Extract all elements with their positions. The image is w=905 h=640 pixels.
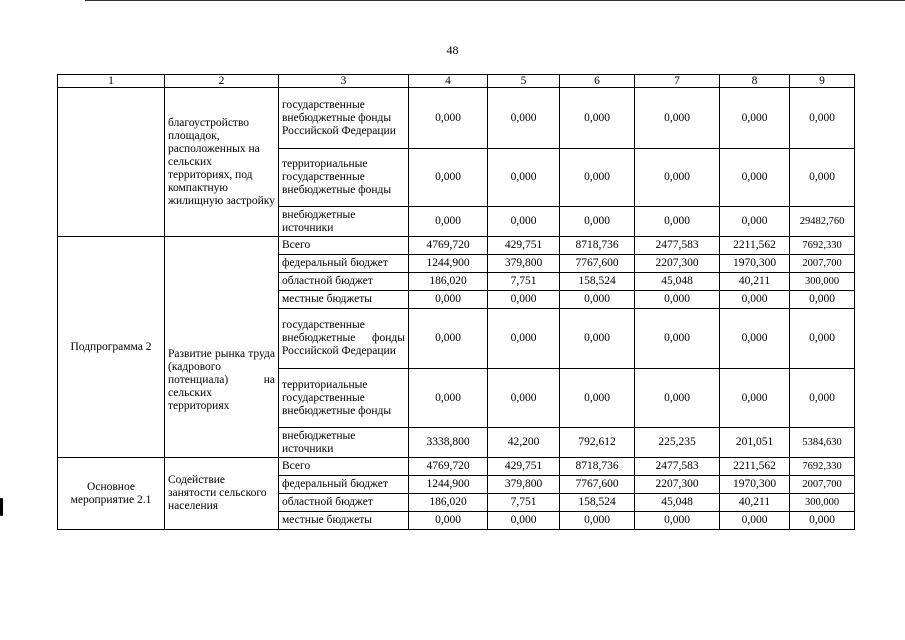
value-cell: 0,000 — [720, 207, 790, 237]
value-cell: 4769,720 — [409, 237, 488, 255]
value-cell: 0,000 — [560, 207, 635, 237]
funding-source: территориальные государственные внебюджетные фонды — [279, 149, 409, 207]
column-header: 8 — [720, 75, 790, 88]
funding-source: государственные внебюджетные фонды Российской Федерации — [279, 88, 409, 149]
table-row — [58, 237, 855, 255]
value-cell: 2007,700 — [790, 476, 855, 494]
value-cell: 7767,600 — [560, 476, 635, 494]
value-cell: 3338,800 — [409, 428, 488, 458]
value-cell: 186,020 — [409, 273, 488, 291]
value-cell: 0,000 — [488, 309, 560, 369]
column-header: 3 — [279, 75, 409, 88]
scan-edge-mark — [0, 498, 3, 516]
value-cell: 2477,583 — [635, 458, 720, 476]
value-cell: 7767,600 — [560, 255, 635, 273]
value-cell: 0,000 — [790, 309, 855, 369]
value-cell: 0,000 — [488, 291, 560, 309]
value-cell: 29482,760 — [790, 207, 855, 237]
value-cell: 0,000 — [635, 309, 720, 369]
value-cell: 0,000 — [409, 369, 488, 428]
table-row — [58, 88, 855, 149]
value-cell: 0,000 — [560, 309, 635, 369]
value-cell: 0,000 — [720, 369, 790, 428]
funding-source: федеральный бюджет — [279, 476, 409, 494]
value-cell: 5384,630 — [790, 428, 855, 458]
funding-source: Всего — [279, 237, 409, 255]
value-cell: 4769,720 — [409, 458, 488, 476]
value-cell: 0,000 — [560, 149, 635, 207]
value-cell: 8718,736 — [560, 458, 635, 476]
value-cell: 379,800 — [488, 476, 560, 494]
value-cell: 0,000 — [409, 149, 488, 207]
value-cell: 2211,562 — [720, 458, 790, 476]
funding-source: областной бюджет — [279, 273, 409, 291]
value-cell: 0,000 — [790, 291, 855, 309]
value-cell: 2477,583 — [635, 237, 720, 255]
value-cell: 40,211 — [720, 273, 790, 291]
value-cell: 0,000 — [488, 512, 560, 530]
value-cell: 0,000 — [409, 207, 488, 237]
funding-source: местные бюджеты — [279, 291, 409, 309]
value-cell: 0,000 — [488, 207, 560, 237]
value-cell: 429,751 — [488, 237, 560, 255]
value-cell: 201,051 — [720, 428, 790, 458]
value-cell: 2007,700 — [790, 255, 855, 273]
column-header: 6 — [560, 75, 635, 88]
funding-source: областной бюджет — [279, 494, 409, 512]
funding-source: федеральный бюджет — [279, 255, 409, 273]
value-cell: 0,000 — [720, 291, 790, 309]
funding-source: внебюджетные источники — [279, 428, 409, 458]
value-cell: 0,000 — [409, 88, 488, 149]
value-cell: 0,000 — [790, 149, 855, 207]
value-cell: 300,000 — [790, 273, 855, 291]
program-description-text: Развитие рынка труда (кадрового потенциала) на сельских территориях — [168, 347, 275, 412]
funding-source: территориальные государственные внебюджетные фонды — [279, 369, 409, 428]
budget-table — [57, 74, 855, 530]
value-cell: 8718,736 — [560, 237, 635, 255]
value-cell: 158,524 — [560, 494, 635, 512]
value-cell: 2207,300 — [635, 476, 720, 494]
value-cell: 300,000 — [790, 494, 855, 512]
program-cell-empty — [58, 88, 165, 237]
measure-description: благоустройство площадок, расположенных на сельских территориях, под компактную жилищную застройку — [165, 88, 279, 237]
program-name: Подпрограмма 2 — [58, 237, 165, 458]
column-header: 5 — [488, 75, 560, 88]
value-cell: 45,048 — [635, 273, 720, 291]
value-cell: 225,235 — [635, 428, 720, 458]
value-cell: 0,000 — [488, 369, 560, 428]
value-cell: 429,751 — [488, 458, 560, 476]
value-cell: 45,048 — [635, 494, 720, 512]
value-cell: 0,000 — [720, 309, 790, 369]
value-cell: 7,751 — [488, 273, 560, 291]
value-cell: 1970,300 — [720, 476, 790, 494]
value-cell: 0,000 — [790, 88, 855, 149]
table-header-row — [58, 75, 855, 88]
funding-source: внебюджетные источники — [279, 207, 409, 237]
top-rule — [85, 0, 905, 1]
value-cell: 0,000 — [635, 291, 720, 309]
value-cell: 7692,330 — [790, 458, 855, 476]
value-cell: 7692,330 — [790, 237, 855, 255]
value-cell: 379,800 — [488, 255, 560, 273]
value-cell: 0,000 — [409, 512, 488, 530]
funding-source: Всего — [279, 458, 409, 476]
value-cell: 1244,900 — [409, 476, 488, 494]
program-description — [165, 237, 279, 458]
column-header: 1 — [58, 75, 165, 88]
value-cell: 0,000 — [720, 512, 790, 530]
measure-description: Содействие занятости сельского населения — [165, 458, 279, 530]
value-cell: 0,000 — [409, 309, 488, 369]
value-cell: 0,000 — [635, 369, 720, 428]
value-cell: 1244,900 — [409, 255, 488, 273]
value-cell: 0,000 — [560, 88, 635, 149]
value-cell: 0,000 — [560, 291, 635, 309]
program-name: Основное мероприятие 2.1 — [58, 458, 165, 530]
value-cell: 0,000 — [635, 88, 720, 149]
column-header: 4 — [409, 75, 488, 88]
value-cell: 0,000 — [635, 207, 720, 237]
value-cell: 40,211 — [720, 494, 790, 512]
value-cell: 0,000 — [560, 369, 635, 428]
value-cell: 0,000 — [720, 149, 790, 207]
value-cell: 0,000 — [720, 88, 790, 149]
value-cell: 2207,300 — [635, 255, 720, 273]
value-cell: 0,000 — [560, 512, 635, 530]
value-cell: 186,020 — [409, 494, 488, 512]
funding-source: местные бюджеты — [279, 512, 409, 530]
funding-source: государственные внебюджетные фонды Российской Федерации — [279, 309, 409, 369]
value-cell: 0,000 — [488, 149, 560, 207]
value-cell: 0,000 — [790, 369, 855, 428]
value-cell: 1970,300 — [720, 255, 790, 273]
value-cell: 0,000 — [790, 512, 855, 530]
value-cell: 158,524 — [560, 273, 635, 291]
table-row — [58, 458, 855, 476]
value-cell: 7,751 — [488, 494, 560, 512]
value-cell: 0,000 — [635, 149, 720, 207]
value-cell: 0,000 — [635, 512, 720, 530]
column-header: 2 — [165, 75, 279, 88]
value-cell: 2211,562 — [720, 237, 790, 255]
column-header: 7 — [635, 75, 720, 88]
page-number: 48 — [446, 43, 459, 57]
value-cell: 0,000 — [409, 291, 488, 309]
column-header: 9 — [790, 75, 855, 88]
value-cell: 0,000 — [488, 88, 560, 149]
value-cell: 792,612 — [560, 428, 635, 458]
value-cell: 42,200 — [488, 428, 560, 458]
